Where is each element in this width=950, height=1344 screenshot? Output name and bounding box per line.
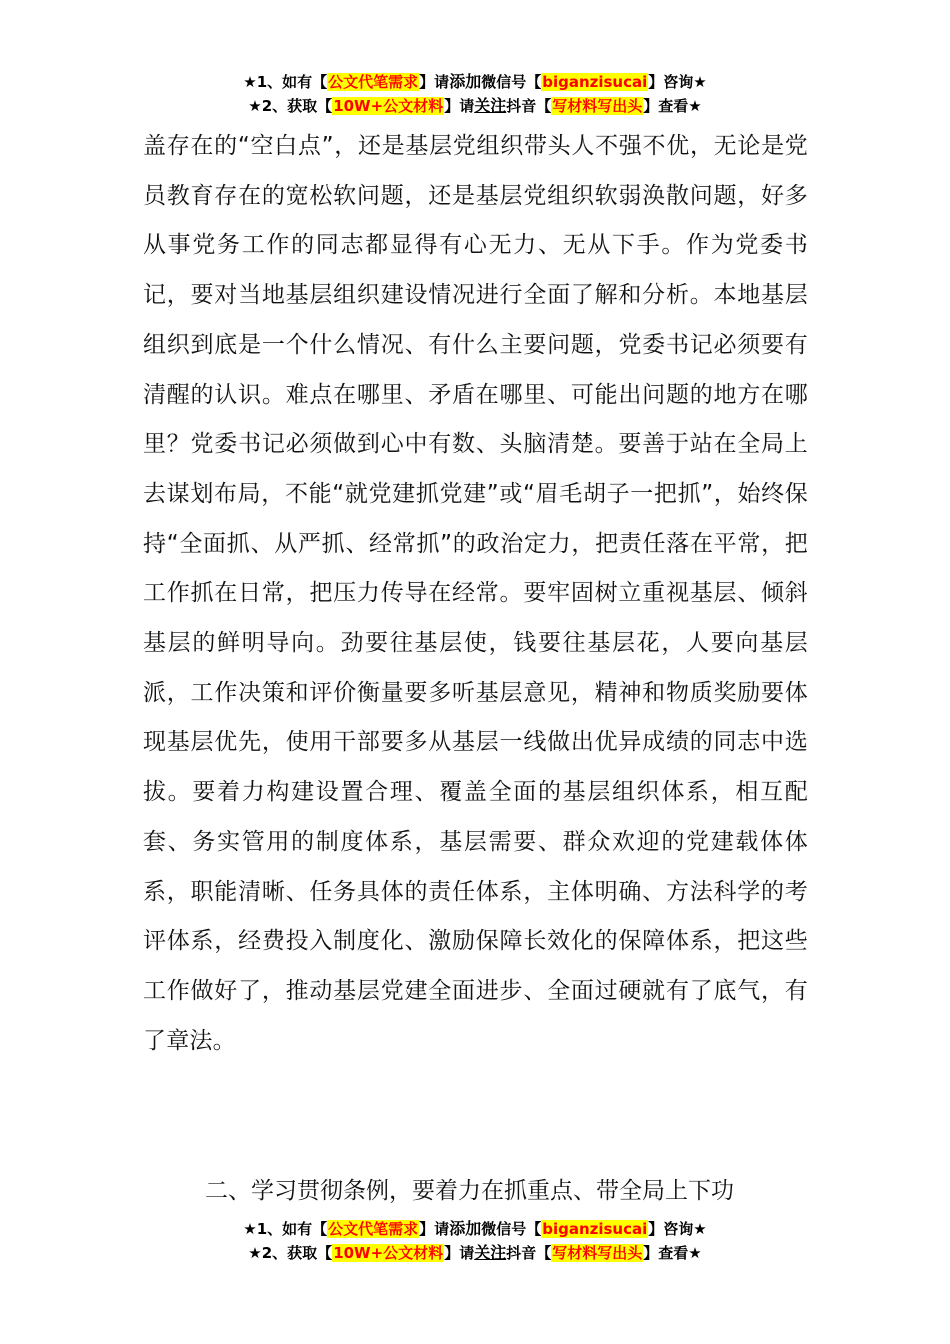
highlight-materials: 10W+公文材料 [333, 97, 444, 115]
highlight-materials: 10W+公文材料 [333, 1244, 444, 1262]
promo-text: 】请 [444, 1244, 475, 1262]
promo-text: 】查看★ [643, 97, 702, 115]
highlight-douyin: 写材料写出头 [552, 97, 643, 115]
promo-emphasis: 关注 [474, 1243, 507, 1262]
promo-text: ★2、获取【 [248, 1244, 333, 1262]
highlight-service: 公文代笔需求 [328, 1220, 419, 1238]
promo-text: 微信号【 [481, 73, 542, 91]
promo-line-1 [0, 70, 950, 94]
document-body-paragraph: 盖存在的“空白点”，还是基层党组织带头人不强不优，无论是党员教育存在的宽松软问题，还是基层党组织软弱涣散问题，好多从事党务工作的同志都显得有心无力、无从下手。作为党委书记，要对当地基层组织建设情况进行全面了解和分析。本地基层组织到底是一个什么情况、有什么主要问题，党委书记必须要有清醒的认识。难点在哪里、矛盾在哪里、可能出问题的地方在哪里？党委书记必须做到心中有数、头脑清楚。要善于站在全局上去谋划布局，不能“就党建抓党建”或“眉毛胡子一把抓”，始终保持“全面抓、从严抓、经常抓”的政治定力，把责任落在平常，把工作抓在日常，把压力传导在经常。要牢固树立重视基层、倾斜基层的鲜明导向。劲要往基层使，钱要往基层花，人要向基层派，工作决策和评价衡量要多听基层意见，精神和物质奖励要体现基层优先，使用干部要多从基层一线做出优异成绩的同志中选拔。要着力构建设置合理、覆盖全面的基层组织体系，相互配套、务实管用的制度体系，基层需要、群众欢迎的党建载体体系，职能清晰、任务具体的责任体系，主体明确、方法科学的考评体系，经费投入制度化、激励保障长效化的保障体系，把这些工作做好了，推动基层党建全面进步、全面过硬就有了底气，有了章法。 [143, 133, 808, 1054]
promo-line-2 [0, 1241, 950, 1265]
promo-text: 抖音【 [506, 97, 552, 115]
promo-text: ★1、如有【 [243, 1220, 328, 1238]
promo-text: 】咨询★ [648, 1220, 707, 1238]
promo-text: ★2、获取【 [248, 97, 333, 115]
promo-line-1 [0, 1217, 950, 1241]
promo-emphasis: 关注 [474, 96, 507, 115]
section-heading: 二、学习贯彻条例，要着力在抓重点、带全局上下功 [205, 1178, 734, 1204]
promo-text: 】请 [419, 1220, 450, 1238]
highlight-wechat-id: biganzisucai [542, 73, 648, 91]
promo-text: 抖音【 [506, 1244, 552, 1262]
highlight-service: 公文代笔需求 [328, 73, 419, 91]
highlight-wechat-id: biganzisucai [542, 1220, 648, 1238]
highlight-douyin: 写材料写出头 [552, 1244, 643, 1262]
promo-text: 】查看★ [643, 1244, 702, 1262]
promo-line-2 [0, 94, 950, 118]
promo-banner-top [0, 70, 950, 118]
promo-emphasis: 添加 [449, 72, 482, 91]
promo-text: 】请 [419, 73, 450, 91]
promo-banner-bottom [0, 1217, 950, 1265]
promo-text: ★1、如有【 [243, 73, 328, 91]
promo-text: 】请 [444, 97, 475, 115]
promo-emphasis: 添加 [449, 1219, 482, 1238]
promo-text: 微信号【 [481, 1220, 542, 1238]
promo-text: 】咨询★ [648, 73, 707, 91]
